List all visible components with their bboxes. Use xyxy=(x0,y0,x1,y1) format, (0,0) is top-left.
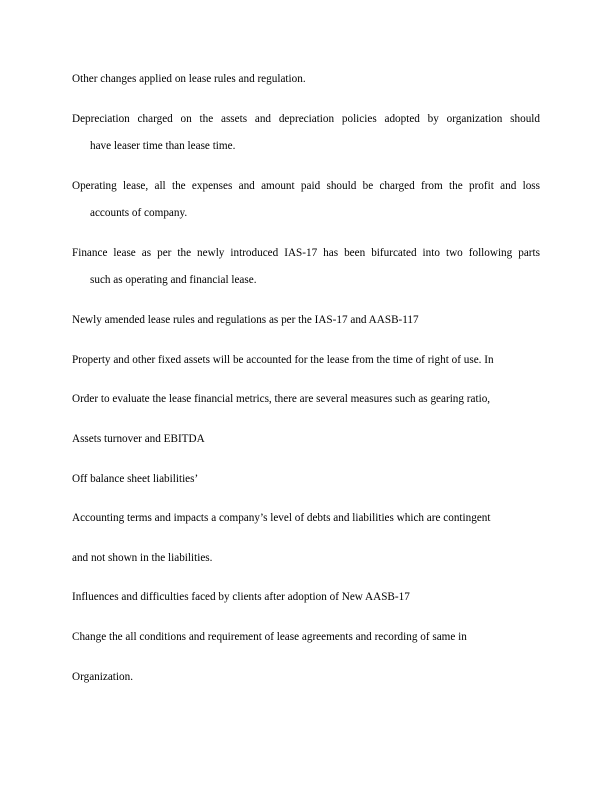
paragraph-organization: Organization. xyxy=(72,671,133,683)
paragraph-not-shown: and not shown in the liabilities. xyxy=(72,552,213,564)
paragraph-lease-changes: Other changes applied on lease rules and regulation. xyxy=(72,73,306,85)
paragraph-financial-metrics: Order to evaluate the lease financial metrics, there are several measures such as gearing ratio, xyxy=(72,393,491,405)
paragraph-operating-lease: Operating lease, all the expenses and amount paid should be charged from the profit and loss xyxy=(72,180,540,192)
paragraph-accounting-terms: Accounting terms and impacts a company’s level of debts and liabilities which are contingent xyxy=(72,512,491,524)
paragraph-operating-lease-continuation: accounts of company. xyxy=(90,207,188,219)
paragraph-change-conditions: Change the all conditions and requirement of lease agreements and recording of same in xyxy=(72,631,467,643)
paragraph-off-balance-sheet: Off balance sheet liabilities’ xyxy=(72,473,199,485)
paragraph-depreciation-continuation: have leaser time than lease time. xyxy=(90,140,236,152)
paragraph-finance-lease: Finance lease as per the newly introduced IAS-17 has been bifurcated into two following parts xyxy=(72,247,540,259)
paragraph-assets-turnover: Assets turnover and EBITDA xyxy=(72,433,205,445)
paragraph-influences: Influences and difficulties faced by clients after adoption of New AASB-17 xyxy=(72,591,410,603)
paragraph-finance-lease-continuation: such as operating and financial lease. xyxy=(90,274,257,286)
paragraph-property-assets: Property and other fixed assets will be accounted for the lease from the time of right of use. In xyxy=(72,354,494,366)
paragraph-depreciation: Depreciation charged on the assets and depreciation policies adopted by organization should xyxy=(72,113,540,125)
paragraph-amended-rules: Newly amended lease rules and regulations as per the IAS-17 and AASB-117 xyxy=(72,314,419,326)
